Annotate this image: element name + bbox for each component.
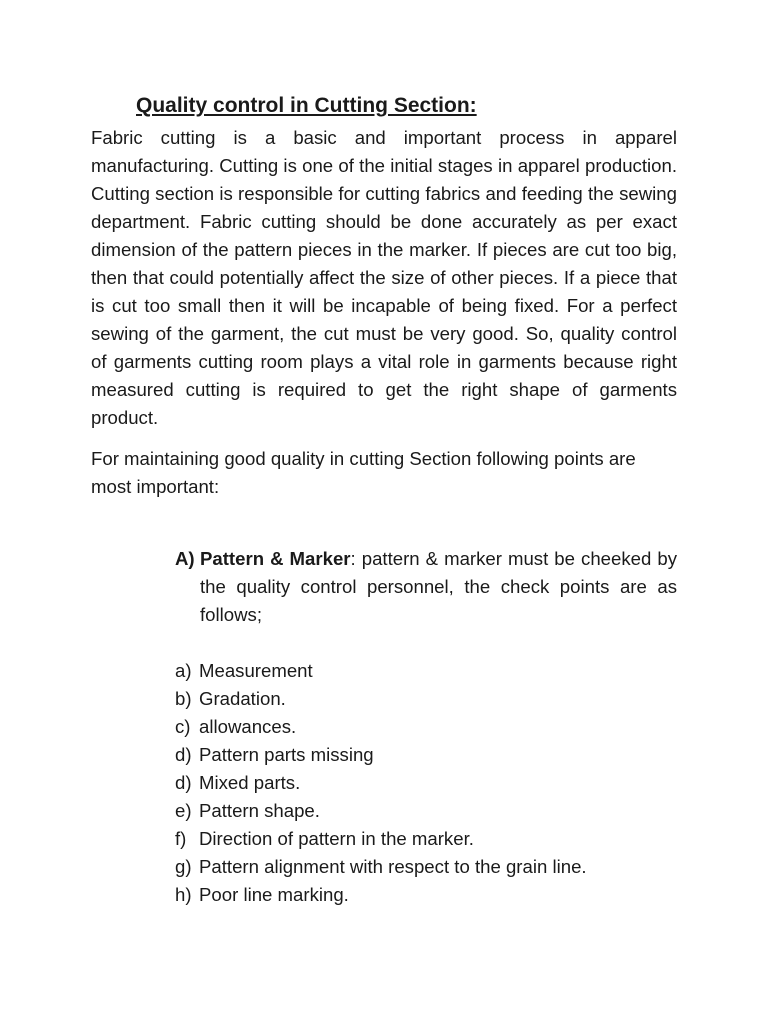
list-item-text: Mixed parts. — [199, 772, 301, 793]
list-item — [175, 657, 587, 685]
list-item — [175, 853, 587, 881]
list-item-text: allowances. — [199, 716, 297, 737]
section-text: : pattern & marker must be cheeked by the quality control personnel, the check points are as follows; — [200, 548, 677, 625]
list-item — [175, 685, 587, 713]
list-item-letter: d) — [175, 772, 192, 793]
page-title: Quality control in Cutting Section: — [136, 94, 477, 117]
list-item — [175, 797, 587, 825]
list-item-text: Pattern parts missing — [199, 744, 374, 765]
list-item — [175, 769, 587, 797]
section-pattern-marker — [175, 545, 677, 629]
list-item-letter: c) — [175, 716, 191, 737]
section-letter: A) — [175, 548, 195, 569]
list-item-text: Pattern shape. — [199, 800, 320, 821]
list-item-text: Poor line marking. — [199, 884, 349, 905]
points-intro-paragraph: For maintaining good quality in cutting Section following points are most important: — [91, 448, 636, 497]
section-heading: Pattern & Marker — [200, 548, 351, 569]
intro-paragraph: Fabric cutting is a basic and important process in apparel manufacturing. Cutting is one of the initial stages in apparel production. Cutting section is responsible for cutting fabrics and feeding the sewing department. Fabric cutting should be done accurately as per exact dimension of the pattern pieces in the marker. If pieces are cut too big, then that could potentially affect the size of other pieces. If a piece that is cut too small then it will be incapable of being fixed. For a perfect sewing of the garment, the cut must be very good. So, quality control of garments cutting room plays a vital role in garments because right measured cutting is required to get the right shape of garments product. — [91, 127, 677, 428]
list-item-letter: b) — [175, 688, 192, 709]
list-item — [175, 741, 587, 769]
section-body — [200, 545, 677, 629]
list-item — [175, 713, 587, 741]
list-item-letter: e) — [175, 800, 192, 821]
list-item — [175, 825, 587, 853]
list-item-letter: d) — [175, 744, 192, 765]
list-item-letter: f) — [175, 828, 187, 849]
list-item-text: Direction of pattern in the marker. — [199, 828, 474, 849]
list-item-text: Measurement — [199, 660, 313, 681]
list-item-letter: g) — [175, 856, 192, 877]
list-item-letter: a) — [175, 660, 192, 681]
list-item-text: Gradation. — [199, 688, 286, 709]
list-item-letter: h) — [175, 884, 192, 905]
check-points-list — [175, 657, 587, 909]
list-item — [175, 881, 587, 909]
list-item-text: Pattern alignment with respect to the grain line. — [199, 856, 587, 877]
